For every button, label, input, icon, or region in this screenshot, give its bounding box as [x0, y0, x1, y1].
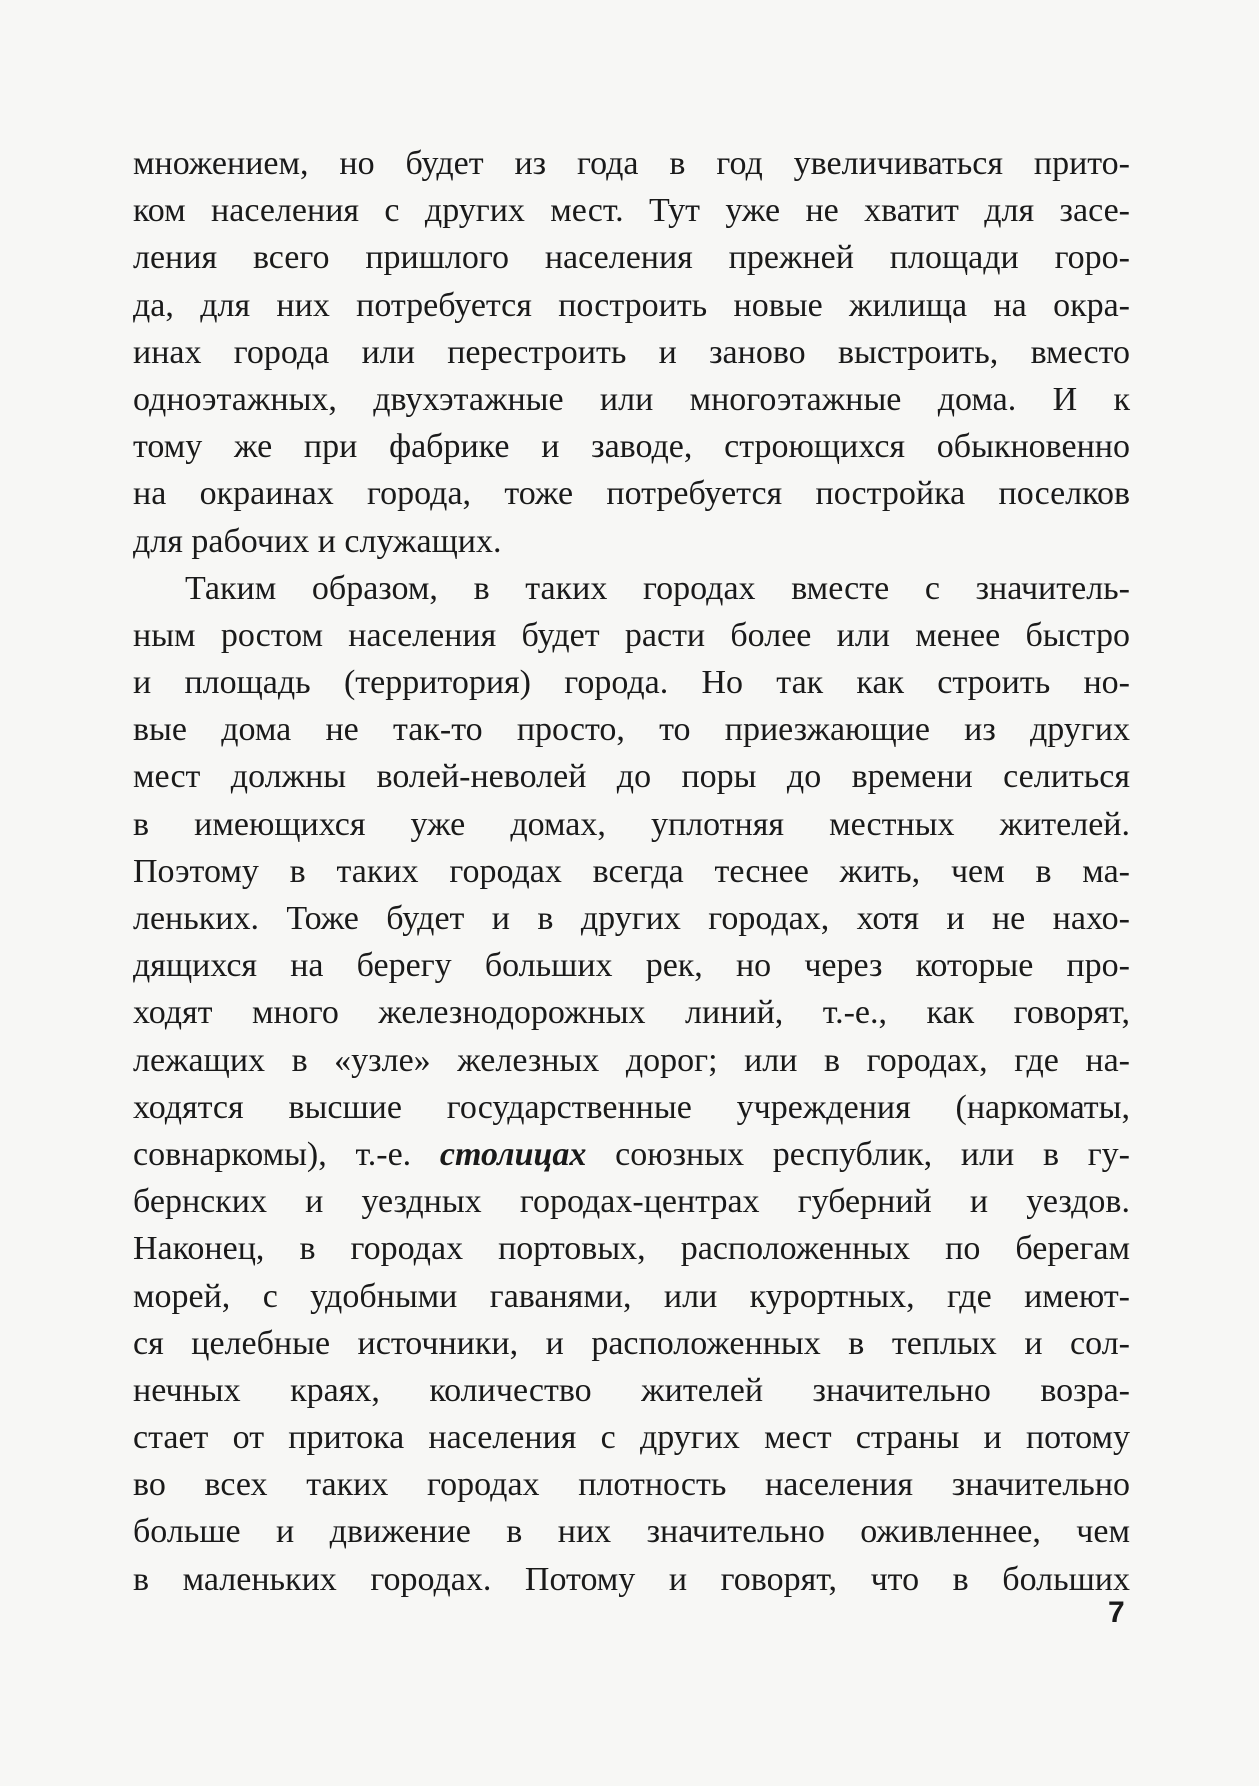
text-line: лежащих в «узле» железных дорог; или в городах, где на- — [133, 1041, 1130, 1079]
text-line: нечных краях, количество жителей значительно возра- — [133, 1371, 1130, 1409]
text-line: бернских и уездных городах-центрах губерний и уездов. — [133, 1183, 1130, 1221]
text-line: множением, но будет из года в год увеличиваться прито- — [133, 145, 1130, 182]
body-text — [133, 140, 1130, 1603]
text-line: больше и движение в них значительно оживленнее, чем — [133, 1513, 1130, 1551]
text-line: на окраинах города, тоже потребуется постройка поселков — [133, 475, 1130, 513]
text-line: дящихся на берегу больших рек, но через которые про- — [133, 947, 1130, 985]
text-line: Наконец, в городах портовых, расположенных по берегам — [133, 1230, 1130, 1268]
text-line: ления всего пришлого населения прежней площади горо- — [133, 239, 1130, 277]
text-line: Поэтому в таких городах всегда теснее жить, чем в ма- — [133, 852, 1130, 890]
text-line: и площадь (территория) города. Но так как строить но- — [133, 664, 1130, 702]
page-number: 7 — [1108, 1596, 1125, 1629]
text-line: стает от притока населения с других мест страны и потому — [133, 1419, 1130, 1457]
text-line: ходятся высшие государственные учреждения (наркоматы, — [133, 1088, 1130, 1126]
italic-emphasis: столицах — [439, 1135, 587, 1173]
text-line: инах города или перестроить и заново выстроить, вместо — [133, 333, 1130, 371]
text-line: ся целебные источники, и расположенных в теплых и сол- — [133, 1324, 1130, 1362]
text-line: во всех таких городах плотность населения значительно — [133, 1466, 1130, 1504]
text-line: тому же при фабрике и заводе, строющихся обыкновенно — [133, 428, 1130, 466]
text-line: ком населения с других мест. Тут уже не хватит для засе- — [133, 192, 1130, 230]
text-line: в имеющихся уже домах, уплотняя местных жителей. — [133, 805, 1130, 843]
text-line: ным ростом населения будет расти более или менее быстро — [133, 616, 1130, 654]
text-line: в маленьких городах. Потому и говорят, что в больших — [133, 1560, 1130, 1598]
text-line: морей, с удобными гаванями, или курортных, где имеют- — [133, 1277, 1130, 1315]
text-line: ходят много железнодорожных линий, т.-е., как говорят, — [133, 994, 1130, 1032]
text-line: одноэтажных, двухэтажные или многоэтажные дома. И к — [133, 380, 1130, 418]
text-line: для рабочих и служащих. — [133, 522, 502, 560]
text-line-with-italic: совнаркомы), т.-е. столицах союзных республик, или в гу- — [133, 1135, 1130, 1173]
text-line: мест должны волей-неволей до поры до времени селиться — [133, 758, 1130, 796]
text-line: да, для них потребуется построить новые жилища на окра- — [133, 286, 1130, 324]
text-line: Таким образом, в таких городах вместе с значитель- — [185, 569, 1130, 607]
text-line: вые дома не так-то просто, то приезжающие из других — [133, 711, 1130, 749]
text-line: леньких. Тоже будет и в других городах, хотя и не нахо- — [133, 900, 1130, 937]
